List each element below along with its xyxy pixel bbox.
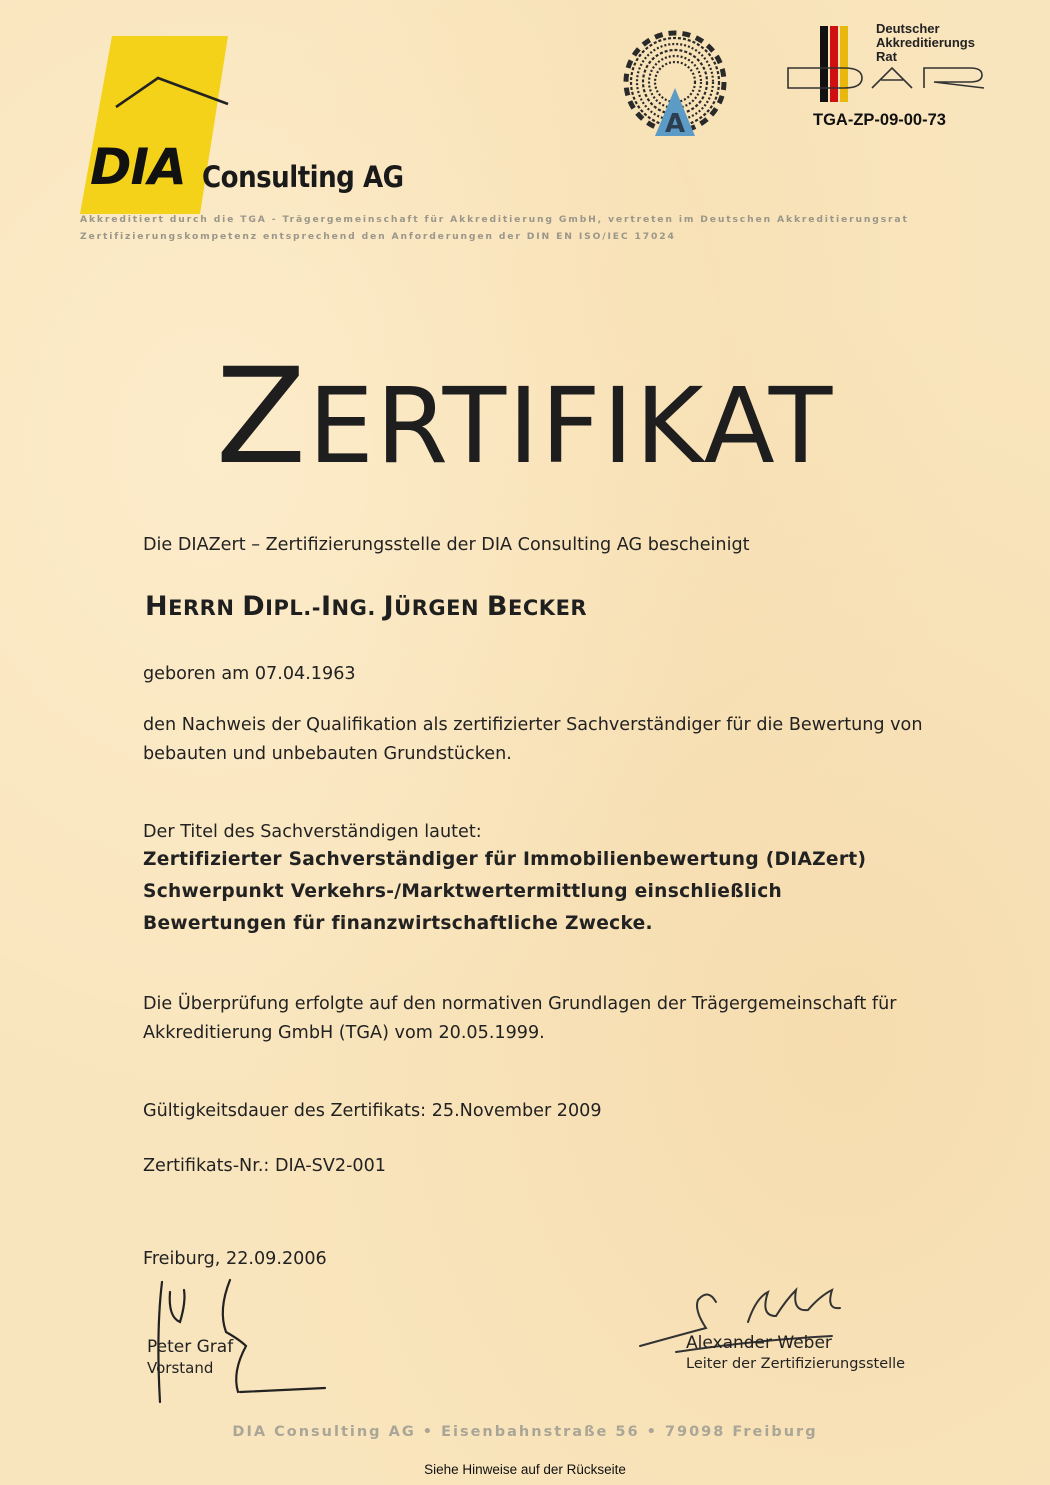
- review-line-1: Die Überprüfung erfolgte auf den normativen Grundlagen der Trägergemeinschaft für: [143, 994, 897, 1014]
- footer-note: Siehe Hinweise auf der Rückseite: [424, 1462, 626, 1477]
- place-date: Freiburg, 22.09.2006: [143, 1249, 327, 1269]
- footer-address: DIA Consulting AG • Eisenbahnstraße 56 • 79098 Freiburg: [232, 1424, 818, 1440]
- accreditation-gear-icon: [618, 30, 732, 138]
- logo-company-name: Consulting AG: [202, 160, 404, 194]
- dar-title-line-1: Deutscher: [876, 21, 940, 36]
- expert-title-line-2: Schwerpunkt Verkehrs-/Marktwertermittlung einschließlich: [143, 881, 783, 902]
- expert-title-line-1: Zertifizierter Sachverständiger für Immobilienbewertung (DIAZert): [143, 849, 867, 870]
- title-intro: Der Titel des Sachverständigen lautet:: [143, 822, 482, 842]
- qualification-line-1: den Nachweis der Qualifikation als zertifizierter Sachverständiger für die Bewertung von: [143, 715, 923, 735]
- certificate-title-text: ZERTIFIKAT: [215, 340, 835, 494]
- recipient-name-text: HERRN DIPL.-ING. JÜRGEN BECKER: [145, 591, 588, 622]
- review-line-2: Akkreditierung GmbH (TGA) vom 20.05.1999.: [143, 1023, 545, 1043]
- signer-1-name: Peter Graf: [147, 1337, 234, 1357]
- validity: Gültigkeitsdauer des Zertifikats: 25.November 2009: [143, 1101, 602, 1121]
- signer-2-name: Alexander Weber: [686, 1333, 832, 1353]
- certificate-number: Zertifikats-Nr.: DIA-SV2-001: [143, 1156, 387, 1176]
- birth-date: geboren am 07.04.1963: [143, 664, 356, 684]
- certificate-title-initial: Z: [215, 340, 309, 494]
- qualification-line-2: bebauten und unbebauten Grundstücken.: [143, 744, 512, 764]
- dar-title-line-2: Akkreditierungs: [876, 35, 975, 50]
- logo-dia-text: DIA: [90, 138, 186, 196]
- recipient-name: [145, 591, 587, 622]
- accreditation-line-2: Zertifizierungskompetenz entsprechend den Anforderungen der DIN EN ISO/IEC 17024: [80, 231, 676, 242]
- intro-text: Die DIAZert – Zertifizierungsstelle der DIA Consulting AG bescheinigt: [143, 535, 750, 555]
- dar-title: [876, 22, 975, 64]
- dar-title-line-3: Rat: [876, 49, 897, 64]
- signer-1-role: Vorstand: [147, 1359, 214, 1377]
- certificate-title: [0, 340, 1050, 494]
- signer-2-role: Leiter der Zertifizierungsstelle: [686, 1356, 906, 1372]
- tga-number: TGA-ZP-09-00-73: [813, 111, 946, 129]
- expert-title-line-3: Bewertungen für finanzwirtschaftliche Zwecke.: [143, 913, 653, 934]
- svg-text:A: A: [664, 109, 686, 138]
- accreditation-line-1: Akkreditiert durch die TGA - Trägergemeinschaft für Akkreditierung GmbH, vertreten im Deutschen Akkreditierungsrat: [80, 214, 909, 225]
